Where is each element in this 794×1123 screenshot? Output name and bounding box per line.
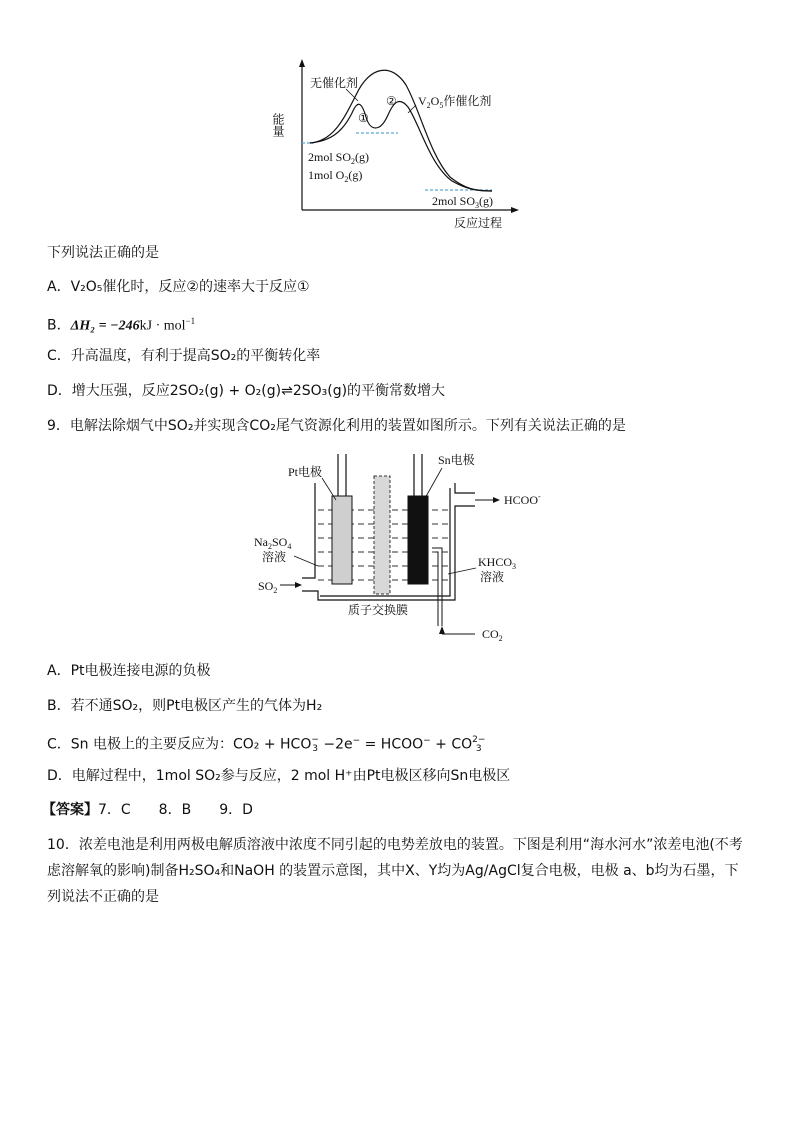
q9-option-d: D．电解过程中，1mol SO₂参与反应，2 mol H⁺由Pt电极区移向Sn电极区	[47, 768, 511, 784]
x-axis-label: 反应过程	[454, 216, 503, 230]
hcoo-label: HCOO-	[504, 492, 541, 507]
peak1-label: ①	[358, 111, 369, 125]
q8-stem: 下列说法正确的是	[47, 245, 159, 261]
y-axis-label: 能量	[271, 113, 285, 137]
reactant-so2: 2mol $SO_2(g)$	[308, 150, 370, 166]
q8-option-d: D．增大压强，反应2SO₂(g) + O₂(g)⇌2SO₃(g)的平衡常数增大	[47, 383, 446, 399]
product-so3: 2mol $SO_3(g)$	[432, 194, 494, 210]
q8-option-b: B．ΔH₂ = −246kJ · mol$^{-1}$	[47, 316, 196, 334]
co2-label: $CO_2$	[482, 627, 503, 643]
na2so4-label: $Na_2SO_4$	[254, 535, 292, 551]
khco3-label: $KHCO_3$	[478, 555, 517, 571]
energy-diagram	[270, 55, 540, 235]
pt-electrode	[332, 496, 352, 584]
q9-option-c: C．Sn 电极上的主要反应为：CO₂ + HCO − 3 −2e− = HCOO− + CO 2− 3	[47, 734, 486, 754]
sn-label: Sn电极	[438, 453, 475, 467]
q9-stem: 9．电解法除烟气中SO₂并实现含CO₂尾气资源化利用的装置如图所示。下列有关说法正确的是	[47, 418, 626, 434]
q10-text: 10．浓差电池是利用两极电解质溶液中浓度不同引起的电势差放电的装置。下图是利用“海水河水”浓差电池(不考虑溶解氧的影响)制备H₂SO₄和NaOH 的装置示意图，其中X、Y均为Ag/AgCl复合电极，电极 a、b均为石墨，下列说法不正确的是	[47, 837, 743, 905]
reactant-o2: 1mol $O_2(g)$	[308, 168, 363, 184]
na2so4-solution-label: 溶液	[262, 550, 287, 564]
answer-bracket: 【答案】	[42, 802, 98, 818]
q8-option-c: C．升高温度，有利于提高SO₂的平衡转化率	[47, 348, 321, 364]
proton-membrane	[374, 476, 390, 594]
q9-option-b: B．若不通SO₂，则Pt电极区产生的气体为H₂	[47, 698, 323, 714]
q8-option-a: A．V₂O₅催化时，反应②的速率大于反应①	[47, 279, 310, 295]
answer-text: 7．C 8．B 9．D	[98, 802, 253, 818]
label-catalyst: $V_2O_5$作催化剂	[418, 94, 492, 110]
electrolysis-diagram	[250, 448, 550, 648]
membrane-label: 质子交换膜	[348, 603, 409, 617]
sn-electrode	[408, 496, 428, 584]
q9-option-a: A．Pt电极连接电源的负极	[47, 663, 211, 679]
peak2-label: ②	[386, 94, 397, 108]
label-no-catalyst: 无催化剂	[310, 76, 359, 90]
khco3-solution-label: 溶液	[480, 570, 505, 584]
so2-label: $SO_2$	[258, 579, 278, 595]
pt-label: Pt电极	[288, 465, 323, 479]
answer-line	[42, 800, 253, 820]
